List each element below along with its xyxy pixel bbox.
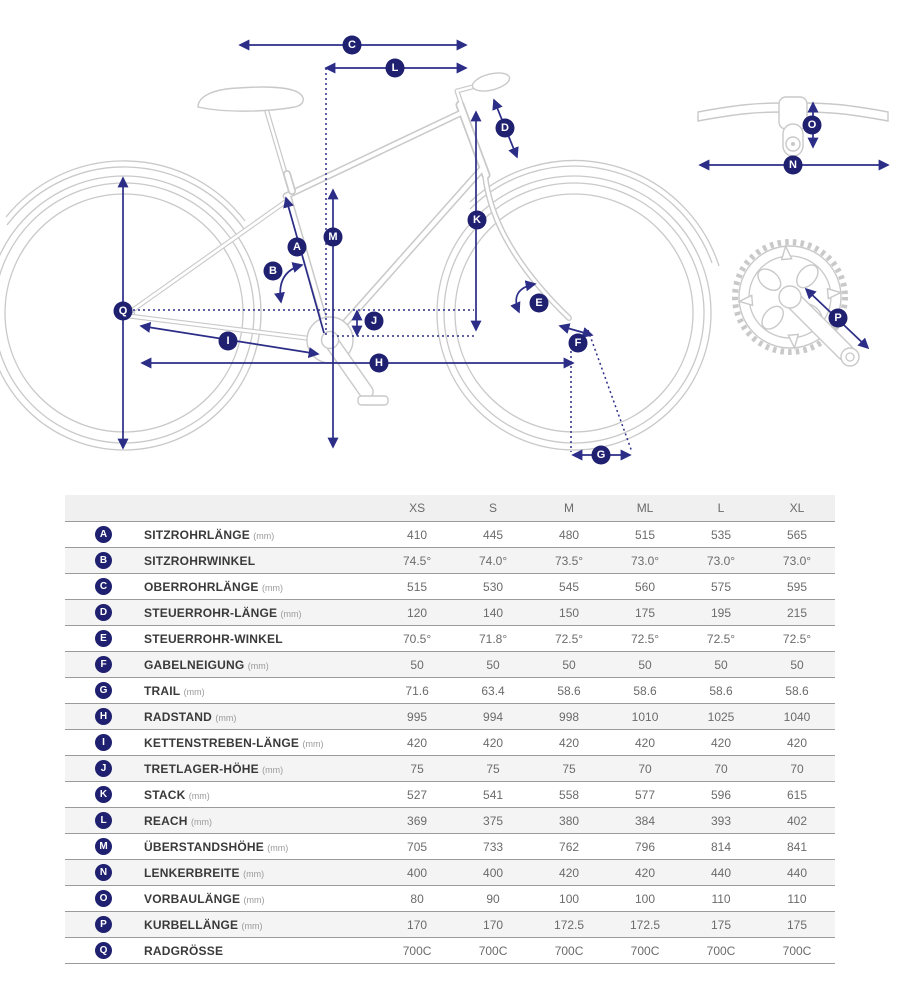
dotted-reference-lines [133,68,632,452]
table-row [65,782,835,808]
table-row [65,652,835,678]
cell-value: 440 [759,860,835,886]
cell-value: 75 [379,756,455,782]
cell-value: 615 [759,782,835,808]
svg-text:K: K [473,214,481,226]
row-label: REACH [144,813,188,828]
cell-value: 195 [683,600,759,626]
bottom-bracket [322,332,339,349]
cell-value: 700C [607,938,683,964]
cell-value: 420 [379,730,455,756]
row-label: LENKERBREITE [144,865,240,880]
row-unit: (mm) [280,608,302,619]
cell-value: 814 [683,834,759,860]
table-row [65,938,835,964]
row-unit: (mm) [253,530,275,541]
row-badge: L [95,812,112,829]
cell-value: 75 [455,756,531,782]
row-badge: F [95,656,112,673]
row-label: STACK [144,787,186,802]
cell-value: 420 [683,730,759,756]
svg-text:F: F [574,337,582,349]
svg-text:H: H [375,357,383,369]
cell-value: 73.0° [759,548,835,574]
cell-value: 1010 [607,704,683,730]
cell-value: 796 [607,834,683,860]
cell-value: 841 [759,834,835,860]
row-label: KETTENSTREBEN-LÄNGE [144,735,300,750]
handlebar-diagram [698,97,888,165]
cell-value: 375 [455,808,531,834]
row-unit: (mm) [188,790,210,801]
arrow-seat-tube-a [286,198,324,333]
badge-d [496,119,515,138]
cell-value: 50 [759,652,835,678]
row-badge: K [95,786,112,803]
badge-n [784,156,803,175]
badge-m [324,228,343,247]
cell-value: 445 [455,522,531,548]
cell-value: 73.0° [607,548,683,574]
row-label: VORBAULÄNGE [144,891,241,906]
cell-value: 70 [683,756,759,782]
geometry-table [65,495,835,964]
cell-value: 527 [379,782,455,808]
table-row [65,626,835,652]
row-label: OBERROHRLÄNGE [144,579,259,594]
table-row [65,886,835,912]
row-badge: E [95,630,112,647]
row-badge: P [95,916,112,933]
badge-j [365,312,384,331]
row-unit: (mm) [302,738,324,749]
cell-value: 762 [531,834,607,860]
cell-value: 420 [455,730,531,756]
cell-value: 440 [683,860,759,886]
row-label: RADGRÖSSE [144,943,224,958]
row-unit: (mm) [247,660,269,671]
row-badge: C [95,578,112,595]
table-row [65,574,835,600]
row-badge: Q [95,942,112,959]
cell-value: 72.5° [531,626,607,652]
cell-value: 700C [531,938,607,964]
row-unit: (mm) [262,764,284,775]
cell-value: 1040 [759,704,835,730]
cell-value: 71.8° [455,626,531,652]
cell-value: 545 [531,574,607,600]
cell-value: 733 [455,834,531,860]
row-badge: O [95,890,112,907]
cell-value: 74.5° [379,548,455,574]
cell-value: 100 [531,886,607,912]
row-unit: (mm) [267,842,289,853]
row-badge: I [95,734,112,751]
bike-geometry-diagram [0,0,911,487]
badge-g [592,446,611,465]
cell-value: 110 [759,886,835,912]
svg-text:G: G [596,449,606,461]
cell-value: 994 [455,704,531,730]
geometry-table-body [65,522,835,964]
cell-value: 70.5° [379,626,455,652]
badge-o [803,116,822,135]
cell-value: 995 [379,704,455,730]
cell-value: 400 [379,860,455,886]
row-unit: (mm) [215,712,237,723]
cell-value: 73.5° [531,548,607,574]
cell-value: 400 [455,860,531,886]
cell-value: 58.6 [531,678,607,704]
cell-value: 74.0° [455,548,531,574]
cell-value: 100 [607,886,683,912]
svg-text:J: J [370,315,378,327]
row-label: SITZROHRWINKEL [144,553,256,568]
cell-value: 535 [683,522,759,548]
cell-value: 541 [455,782,531,808]
cell-value: 63.4 [455,678,531,704]
cell-value: 700C [759,938,835,964]
row-label: KURBELLÄNGE [144,917,239,932]
cell-value: 700C [455,938,531,964]
arrow-fork-rake-f [560,326,592,335]
grip [471,70,512,95]
svg-text:E: E [535,297,543,309]
cell-value: 410 [379,522,455,548]
badge-c [343,36,362,55]
cell-value: 565 [759,522,835,548]
svg-text:D: D [501,122,509,134]
cell-value: 175 [683,912,759,938]
badge-e [530,294,549,313]
row-unit: (mm) [243,868,265,879]
row-label: RADSTAND [144,709,213,724]
row-badge: N [95,864,112,881]
cell-value: 72.5° [759,626,835,652]
cell-value: 384 [607,808,683,834]
cell-value: 380 [531,808,607,834]
cell-value: 80 [379,886,455,912]
badge-f [569,334,588,353]
size-column-m: M [531,495,607,522]
svg-text:L: L [391,62,399,74]
cell-value: 90 [455,886,531,912]
row-badge: B [95,552,112,569]
badge-h [370,354,389,373]
cell-value: 58.6 [607,678,683,704]
cell-value: 1025 [683,704,759,730]
cell-value: 420 [607,860,683,886]
size-column-xs: XS [379,495,455,522]
row-unit: (mm) [243,894,265,905]
size-column-xl: XL [759,495,835,522]
cell-value: 700C [683,938,759,964]
badge-k [468,211,487,230]
svg-text:C: C [348,39,356,51]
cell-value: 420 [531,860,607,886]
svg-text:I: I [226,335,230,347]
cell-value: 530 [455,574,531,600]
cell-value: 575 [683,574,759,600]
cell-value: 58.6 [683,678,759,704]
row-badge: J [95,760,112,777]
cell-value: 50 [683,652,759,678]
row-unit: (mm) [191,816,213,827]
cell-value: 170 [455,912,531,938]
svg-text:Q: Q [118,305,128,317]
table-row [65,756,835,782]
cell-value: 75 [531,756,607,782]
table-row [65,730,835,756]
cell-value: 700C [379,938,455,964]
svg-text:N: N [789,159,797,171]
row-badge: G [95,682,112,699]
row-unit: (mm) [183,686,205,697]
table-header-row [65,495,835,522]
cell-value: 577 [607,782,683,808]
badge-p [829,309,848,328]
cell-value: 50 [607,652,683,678]
cell-value: 560 [607,574,683,600]
size-column-s: S [455,495,531,522]
row-label: STEUERROHR-LÄNGE [144,605,278,620]
svg-text:M: M [328,231,338,243]
table-row [65,912,835,938]
cell-value: 175 [607,600,683,626]
cell-value: 150 [531,600,607,626]
svg-text:B: B [269,265,277,277]
cell-value: 420 [759,730,835,756]
badge-a [288,238,307,257]
cell-value: 480 [531,522,607,548]
svg-text:A: A [293,241,301,253]
table-row [65,834,835,860]
row-label: STEUERROHR-WINKEL [144,631,283,646]
table-row [65,678,835,704]
table-row [65,704,835,730]
cell-value: 515 [379,574,455,600]
row-badge: M [95,838,112,855]
row-badge: A [95,526,112,543]
size-column-l: L [683,495,759,522]
cell-value: 70 [759,756,835,782]
table-row [65,522,835,548]
row-unit: (mm) [261,582,283,593]
cell-value: 120 [379,600,455,626]
cell-value: 71.6 [379,678,455,704]
row-badge: D [95,604,112,621]
cell-value: 50 [455,652,531,678]
cell-value: 170 [379,912,455,938]
row-badge: H [95,708,112,725]
cell-value: 140 [455,600,531,626]
row-unit: (mm) [241,920,263,931]
saddle [198,87,303,111]
cell-value: 402 [759,808,835,834]
badge-q [114,302,133,321]
table-row [65,548,835,574]
row-label: GABELNEIGUNG [144,657,245,672]
row-label: TRETLAGER-HÖHE [144,761,259,776]
cell-value: 70 [607,756,683,782]
pedal [358,396,388,405]
cell-value: 72.5° [607,626,683,652]
table-row [65,860,835,886]
size-column-ml: ML [607,495,683,522]
cell-value: 595 [759,574,835,600]
cell-value: 420 [531,730,607,756]
row-label: SITZROHRLÄNGE [144,527,250,542]
cell-value: 393 [683,808,759,834]
cell-value: 175 [759,912,835,938]
cell-value: 420 [607,730,683,756]
badge-l [386,59,405,78]
cell-value: 73.0° [683,548,759,574]
label-column-header [65,495,379,522]
cell-value: 72.5° [683,626,759,652]
cell-value: 50 [531,652,607,678]
cell-value: 58.6 [759,678,835,704]
cell-value: 50 [379,652,455,678]
row-label: TRAIL [144,683,181,698]
arrow-seat-angle-b [280,265,302,302]
svg-text:P: P [834,312,842,324]
cell-value: 369 [379,808,455,834]
cell-value: 558 [531,782,607,808]
cell-value: 215 [759,600,835,626]
svg-text:O: O [807,119,817,131]
row-label: ÜBERSTANDSHÖHE [144,839,264,854]
cell-value: 172.5 [607,912,683,938]
badge-b [264,262,283,281]
front-wheel [437,161,719,450]
cell-value: 998 [531,704,607,730]
cell-value: 110 [683,886,759,912]
cell-value: 515 [607,522,683,548]
badge-i [219,332,238,351]
cell-value: 705 [379,834,455,860]
table-row [65,600,835,626]
crankset-diagram [735,242,868,366]
cell-value: 172.5 [531,912,607,938]
cell-value: 596 [683,782,759,808]
table-row [65,808,835,834]
